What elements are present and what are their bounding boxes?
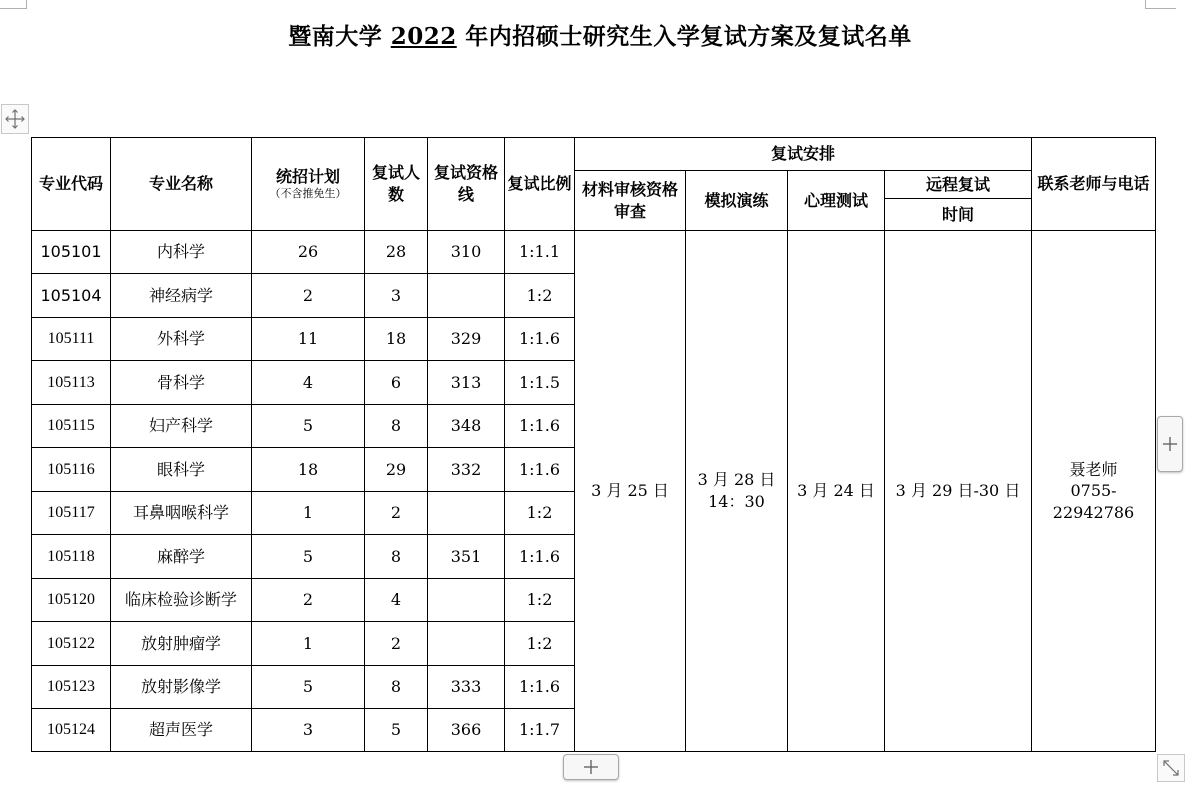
- header-name: 专业名称: [111, 138, 252, 231]
- cell-line: 348: [428, 405, 505, 448]
- add-row-button[interactable]: [563, 754, 619, 780]
- cell-name: 骨科学: [111, 361, 252, 405]
- cell-code: 105118: [32, 535, 111, 579]
- cell-name: 耳鼻咽喉科学: [111, 492, 252, 535]
- cell-count: 2: [365, 492, 428, 535]
- cell-count: 18: [365, 318, 428, 361]
- contact-info: [1032, 231, 1156, 752]
- cell-ratio: 1:1.6: [505, 405, 575, 448]
- cell-code: 105113: [32, 361, 111, 405]
- cell-count: 2: [365, 622, 428, 666]
- title-year: 2022: [390, 23, 457, 50]
- cell-count: 8: [365, 405, 428, 448]
- plus-icon: [583, 759, 599, 775]
- cell-plan: 1: [252, 492, 365, 535]
- cell-code: 105116: [32, 448, 111, 492]
- contact-name: 聂老师: [1069, 459, 1118, 479]
- title-before: 暨南大学: [288, 23, 391, 50]
- page-corner-mark-right: [1145, 0, 1176, 9]
- cell-count: 3: [365, 274, 428, 318]
- move-arrows-icon: [4, 108, 26, 130]
- cell-line: [428, 492, 505, 535]
- admission-table: [31, 137, 1156, 752]
- contact-phone: 0755-22942786: [1052, 481, 1135, 522]
- table-resize-handle[interactable]: [1157, 754, 1185, 782]
- cell-code: 105111: [32, 318, 111, 361]
- header-count: 复试人数: [365, 138, 428, 231]
- header-psych: 心理测试: [788, 171, 885, 231]
- cell-name: 神经病学: [111, 274, 252, 318]
- remote-date: 3 月 29 日-30 日: [885, 231, 1032, 752]
- cell-count: 8: [365, 666, 428, 709]
- cell-ratio: 1:1.6: [505, 318, 575, 361]
- cell-line: [428, 274, 505, 318]
- cell-ratio: 1:2: [505, 274, 575, 318]
- cell-count: 5: [365, 709, 428, 752]
- cell-plan: 3: [252, 709, 365, 752]
- header-plan-label: 统招计划: [275, 166, 340, 186]
- cell-line: 329: [428, 318, 505, 361]
- cell-line: 313: [428, 361, 505, 405]
- cell-ratio: 1:2: [505, 622, 575, 666]
- cell-count: 29: [365, 448, 428, 492]
- cell-plan: 2: [252, 274, 365, 318]
- header-mock: 模拟演练: [686, 171, 788, 231]
- cell-line: 366: [428, 709, 505, 752]
- cell-count: 4: [365, 579, 428, 622]
- cell-name: 临床检验诊断学: [111, 579, 252, 622]
- mock-schedule: [686, 231, 788, 752]
- header-materials: 材料审核资格审查: [575, 171, 686, 231]
- table-move-handle[interactable]: [1, 104, 29, 134]
- cell-plan: 2: [252, 579, 365, 622]
- cell-ratio: 1:1.1: [505, 231, 575, 274]
- cell-code: 105120: [32, 579, 111, 622]
- mock-date: 3 月 28 日: [697, 470, 776, 490]
- cell-code: 105115: [32, 405, 111, 448]
- document-title: [0, 18, 1200, 51]
- cell-code: 105122: [32, 622, 111, 666]
- cell-ratio: 1:1.6: [505, 666, 575, 709]
- cell-count: 6: [365, 361, 428, 405]
- cell-count: 28: [365, 231, 428, 274]
- cell-code: 105123: [32, 666, 111, 709]
- cell-code: 105104: [32, 274, 111, 318]
- cell-line: 310: [428, 231, 505, 274]
- cell-plan: 5: [252, 405, 365, 448]
- cell-line: [428, 622, 505, 666]
- header-time: 时间: [885, 199, 1032, 231]
- cell-ratio: 1:2: [505, 492, 575, 535]
- cell-line: 332: [428, 448, 505, 492]
- header-arrangement: 复试安排: [575, 138, 1032, 171]
- header-plan: [252, 138, 365, 231]
- cell-ratio: 1:1.6: [505, 535, 575, 579]
- mock-time: 14：30: [708, 492, 765, 511]
- cell-plan: 5: [252, 666, 365, 709]
- cell-name: 放射影像学: [111, 666, 252, 709]
- cell-line: [428, 579, 505, 622]
- plus-icon: [1162, 436, 1178, 452]
- cell-line: 351: [428, 535, 505, 579]
- cell-name: 超声医学: [111, 709, 252, 752]
- cell-plan: 1: [252, 622, 365, 666]
- cell-name: 麻醉学: [111, 535, 252, 579]
- diagonal-resize-icon: [1161, 758, 1181, 778]
- cell-code: 105124: [32, 709, 111, 752]
- cell-name: 内科学: [111, 231, 252, 274]
- header-line: 复试资格线: [428, 138, 505, 231]
- add-column-button[interactable]: [1157, 416, 1183, 472]
- header-remote: 远程复试: [885, 171, 1032, 199]
- cell-plan: 11: [252, 318, 365, 361]
- cell-plan: 5: [252, 535, 365, 579]
- page-corner-mark-left: [0, 0, 27, 9]
- cell-ratio: 1:1.6: [505, 448, 575, 492]
- cell-code: 105101: [32, 231, 111, 274]
- cell-plan: 26: [252, 231, 365, 274]
- cell-code: 105117: [32, 492, 111, 535]
- cell-name: 外科学: [111, 318, 252, 361]
- cell-line: 333: [428, 666, 505, 709]
- cell-ratio: 1:2: [505, 579, 575, 622]
- cell-name: 妇产科学: [111, 405, 252, 448]
- cell-name: 放射肿瘤学: [111, 622, 252, 666]
- cell-ratio: 1:1.7: [505, 709, 575, 752]
- header-code: 专业代码: [32, 138, 111, 231]
- header-contact: 联系老师与电话: [1032, 138, 1156, 231]
- header-plan-note: （不含推免生）: [269, 187, 347, 201]
- header-ratio: 复试比例: [505, 138, 575, 231]
- cell-plan: 18: [252, 448, 365, 492]
- title-after: 年内招硕士研究生入学复试方案及复试名单: [456, 23, 912, 50]
- table-row: [32, 231, 1156, 274]
- cell-plan: 4: [252, 361, 365, 405]
- cell-count: 8: [365, 535, 428, 579]
- cell-ratio: 1:1.5: [505, 361, 575, 405]
- psych-date: 3 月 24 日: [788, 231, 885, 752]
- cell-name: 眼科学: [111, 448, 252, 492]
- materials-date: 3 月 25 日: [575, 231, 686, 752]
